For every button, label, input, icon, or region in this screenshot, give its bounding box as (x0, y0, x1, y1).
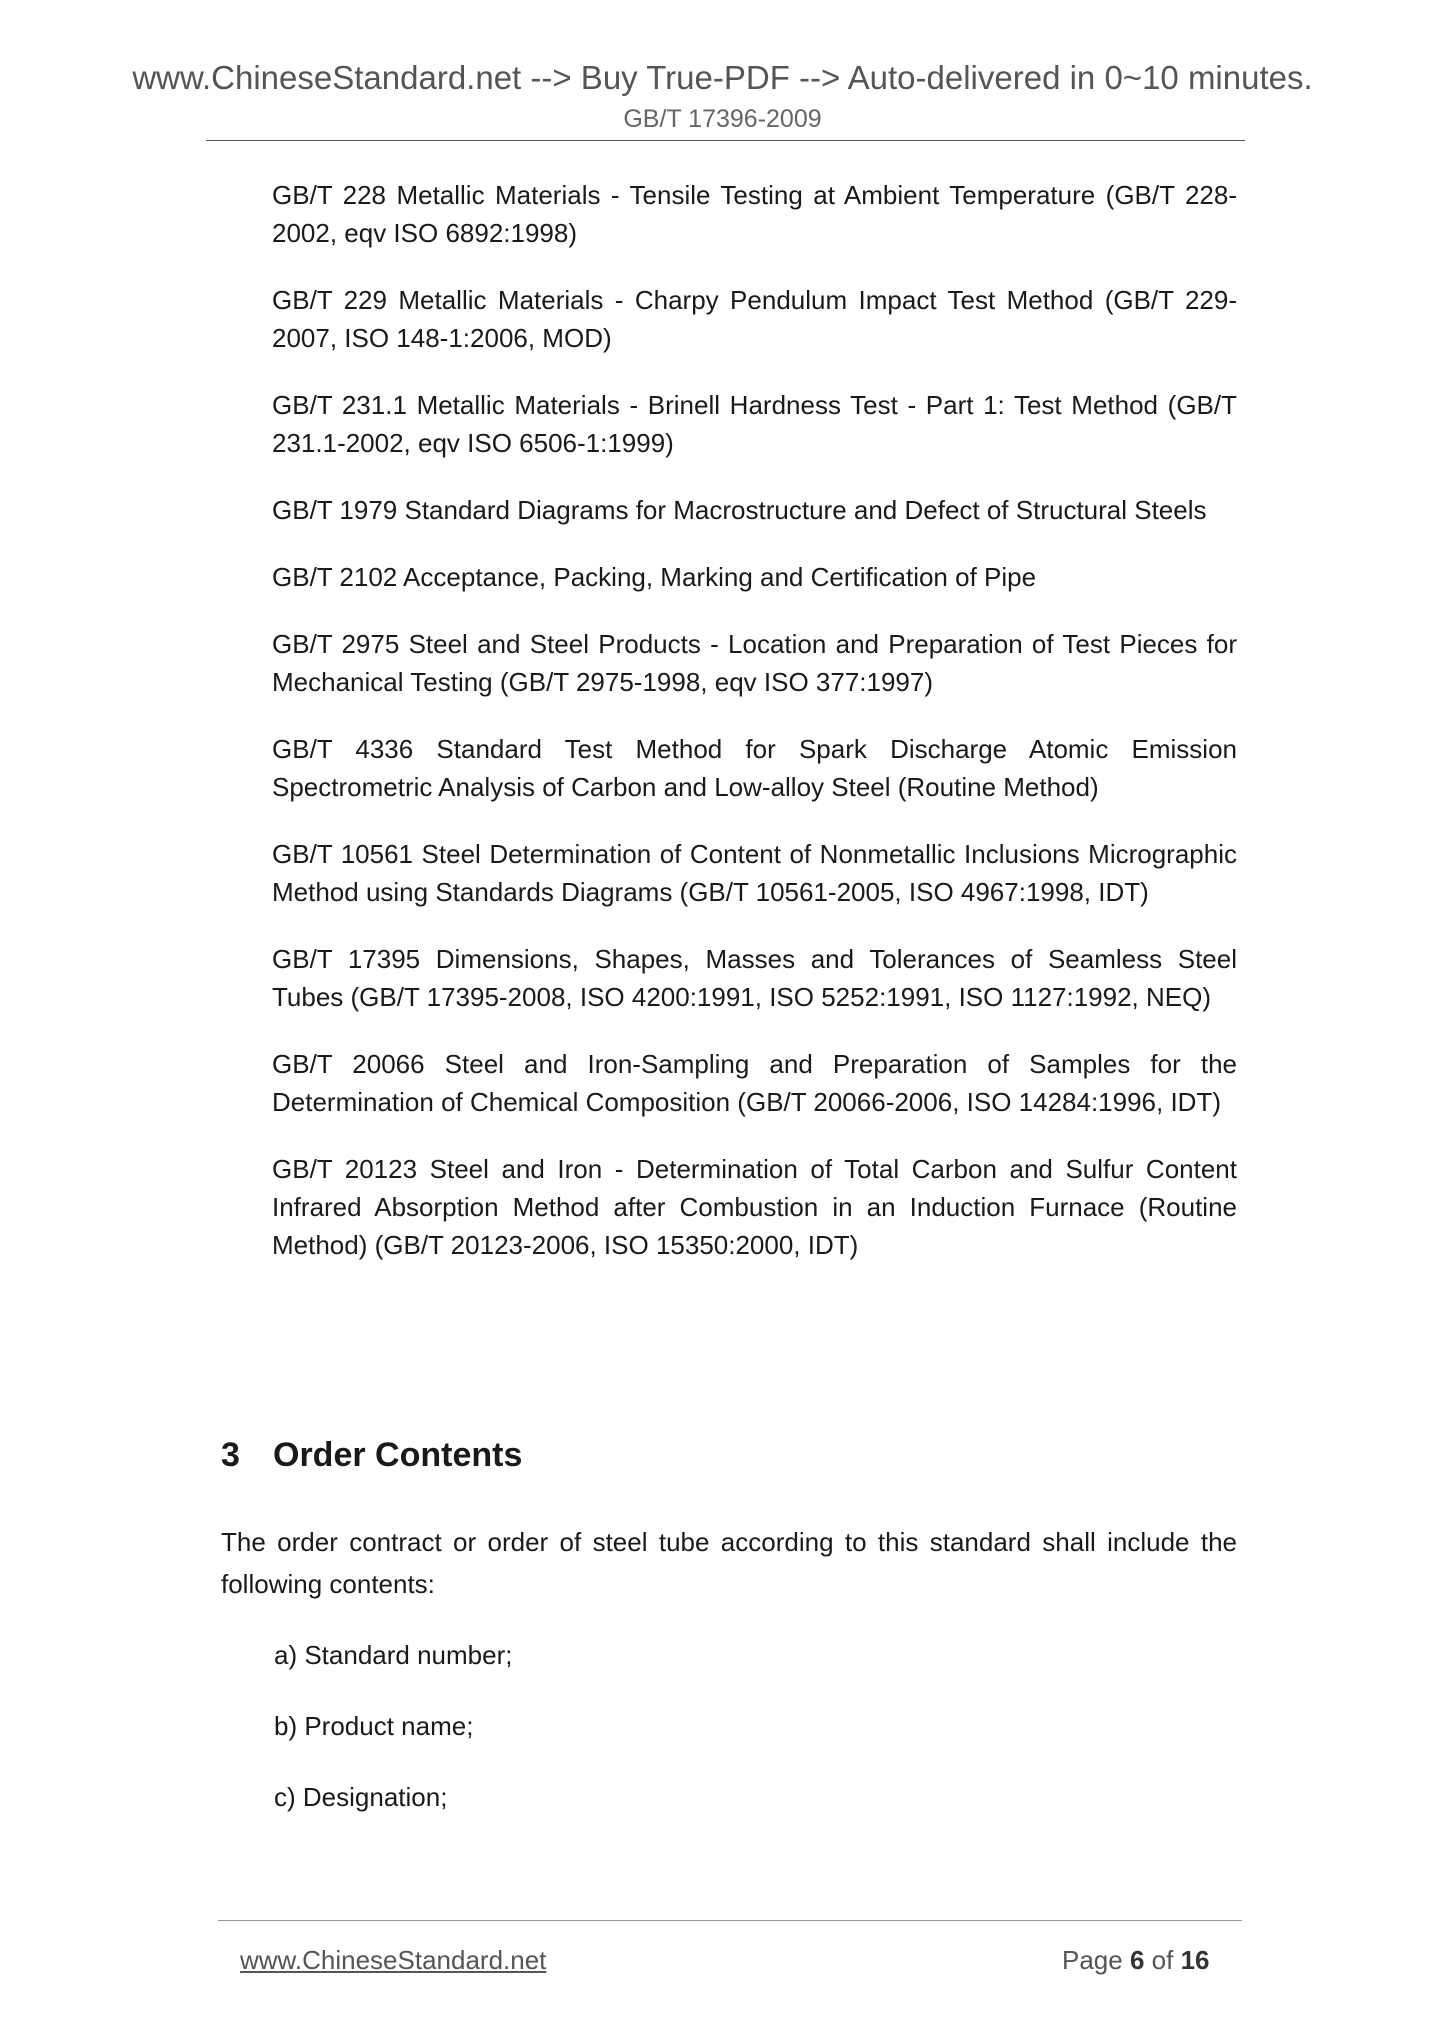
reference-item: GB/T 1979 Standard Diagrams for Macrostructure and Defect of Structural Steels (272, 495, 1207, 525)
list-item: c) Designation; (274, 1782, 448, 1812)
section-intro: The order contract or order of steel tube according to this standard shall include the following contents: (221, 1527, 1237, 1599)
reference-item: GB/T 2102 Acceptance, Packing, Marking and Certification of Pipe (272, 562, 1037, 592)
reference-item: GB/T 4336 Standard Test Method for Spark Discharge Atomic Emission Spectrometric Analysis of Carbon and Low-alloy Steel (Routine Method) (272, 734, 1237, 802)
page-number (1062, 1943, 1210, 1977)
order-contents-list (274, 1636, 1174, 1849)
list-item: a) Standard number; (274, 1640, 513, 1670)
reference-item: GB/T 228 Metallic Materials - Tensile Testing at Ambient Temperature (GB/T 228-2002, eqv ISO 6892:1998) (272, 180, 1237, 248)
section-heading (221, 1433, 522, 1477)
reference-item: GB/T 229 Metallic Materials - Charpy Pendulum Impact Test Method (GB/T 229-2007, ISO 148-1:2006, MOD) (272, 285, 1237, 353)
current-page: 6 (1129, 1945, 1145, 1975)
reference-item: GB/T 2975 Steel and Steel Products - Location and Preparation of Test Pieces for Mechanical Testing (GB/T 2975-1998, eqv ISO 377:1997) (272, 629, 1237, 697)
reference-item: GB/T 20123 Steel and Iron - Determination of Total Carbon and Sulfur Content Infrared Absorption Method after Combustion in an Induction Furnace (Routine Method) (GB/T 20123-2006, ISO 15350:2000, IDT) (272, 1154, 1237, 1260)
reference-item: GB/T 17395 Dimensions, Shapes, Masses and Tolerances of Seamless Steel Tubes (GB/T 17395-2008, ISO 4200:1991, ISO 5252:1991, ISO 1127:1992, NEQ) (272, 944, 1237, 1012)
footer-website-link[interactable]: www.ChineseStandard.net (240, 1945, 547, 1975)
normative-references-list (272, 176, 1237, 1293)
reference-item: GB/T 231.1 Metallic Materials - Brinell Hardness Test - Part 1: Test Method (GB/T 231.1-2002, eqv ISO 6506-1:1999) (272, 390, 1237, 458)
reference-item: GB/T 10561 Steel Determination of Content of Nonmetallic Inclusions Micrographic Method using Standards Diagrams (GB/T 10561-2005, ISO 4967:1998, IDT) (272, 839, 1237, 907)
page-header (0, 54, 1445, 136)
section-number: 3 (221, 1436, 240, 1474)
reference-item: GB/T 20066 Steel and Iron-Sampling and Preparation of Samples for the Determination of Chemical Composition (GB/T 20066-2006, ISO 14284:1996, IDT) (272, 1049, 1237, 1117)
page-of-label: of (1151, 1945, 1174, 1975)
section-title: Order Contents (273, 1436, 523, 1474)
page-label: Page (1062, 1945, 1123, 1975)
header-banner: www.ChineseStandard.net --> Buy True-PDF --> Auto-delivered in 0~10 minutes. (132, 59, 1313, 96)
standard-code: GB/T 17396-2009 (623, 105, 822, 133)
total-pages: 16 (1180, 1945, 1210, 1975)
list-item: b) Product name; (274, 1711, 474, 1741)
header-divider (206, 140, 1245, 141)
footer-divider (218, 1920, 1242, 1921)
